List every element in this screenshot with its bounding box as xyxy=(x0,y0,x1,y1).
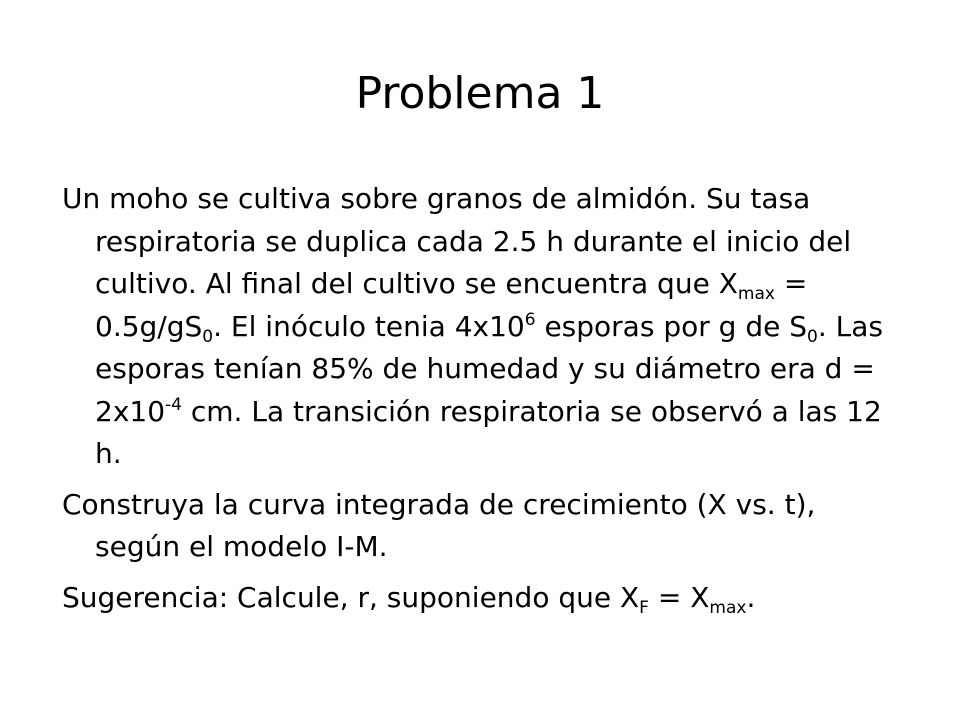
text-run: = 0.5g/gS xyxy=(95,267,808,343)
slide-title: Problema 1 xyxy=(355,68,605,119)
superscript: -4 xyxy=(165,394,182,415)
superscript: 6 xyxy=(524,309,536,330)
subscript: max xyxy=(709,597,747,618)
text-run: Construya la curva integrada de crecimiento (X vs. t), según el modelo I-M. xyxy=(62,487,816,563)
problem-statement-paragraph xyxy=(62,178,902,476)
subscript: F xyxy=(639,597,649,618)
subscript: max xyxy=(737,284,775,304)
subscript: 0 xyxy=(202,326,214,347)
subscript: 0 xyxy=(807,326,818,347)
text-run: cm. La transición respiratoria se observó a las 12 h. xyxy=(95,394,882,470)
text-run: = X xyxy=(648,580,710,614)
text-run: esporas por g de S xyxy=(535,309,807,343)
hint-paragraph xyxy=(62,577,902,620)
text-run: . El inóculo tenia 4x10 xyxy=(213,309,525,343)
slide-body xyxy=(62,178,902,627)
text-run: . xyxy=(746,580,756,614)
task-paragraph xyxy=(62,484,902,569)
text-run: Sugerencia: Calcule, r, suponiendo que X xyxy=(62,580,640,614)
text-run: Un moho se cultiva sobre granos de almidón. Su tasa respiratoria se duplica cada 2.5 h durante el inicio del cultivo. Al final del cultivo se encuentra que X xyxy=(62,182,852,300)
text-run: . Las esporas tenían 85% de humedad y su diámetro era d = 2x10 xyxy=(95,309,883,428)
